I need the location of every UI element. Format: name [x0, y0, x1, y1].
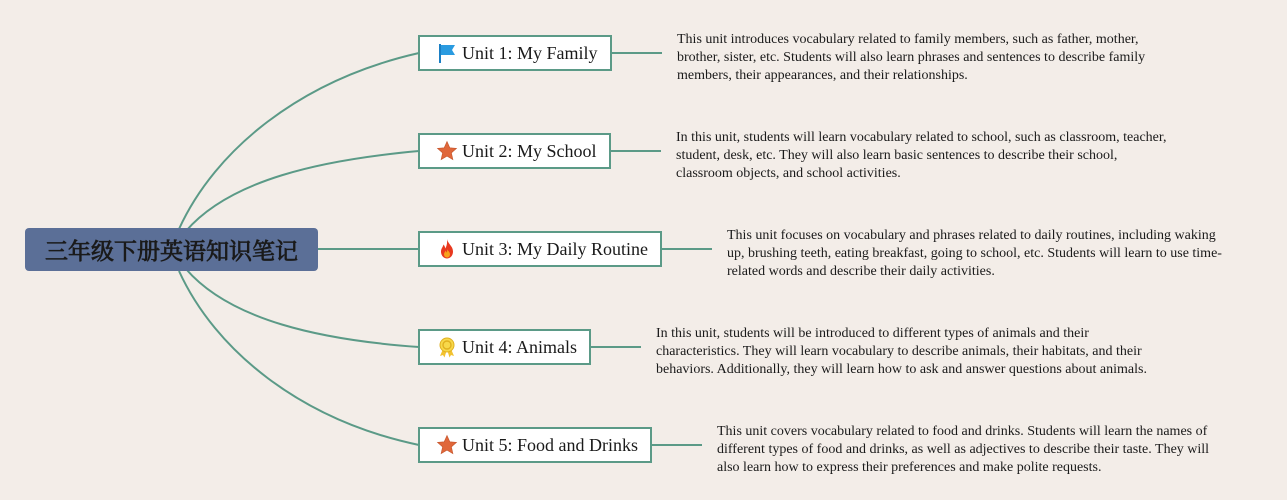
unit-5-description: This unit covers vocabulary related to food and drinks. Students will learn the names of different types of food and drinks, as well as adjectives to describe their taste. They will also learn how to express their preferences and make polite requests. [717, 424, 1210, 475]
unit-1-description: This unit introduces vocabulary related to family members, such as father, mother, brother, sister, etc. Students will also learn phrases and sentences to describe family members, their appearances, and their relationships. [677, 32, 1146, 83]
unit-2-label: Unit 2: My School [462, 140, 597, 161]
star-icon [436, 434, 458, 456]
root-topic[interactable] [25, 228, 318, 271]
unit-4-label: Unit 4: Animals [462, 336, 578, 357]
root-title: 三年级下册英语知识笔记 [45, 239, 298, 265]
connector-unit-5 [179, 271, 419, 445]
unit-1-node[interactable] [418, 35, 612, 71]
unit-2-description: In this unit, students will learn vocabulary related to school, such as classroom, teacher, student, desk, etc. They will also learn basic sentences to describe their school, classroom objects, and school activities. [676, 130, 1167, 181]
connector-unit-2 [186, 151, 419, 231]
flag-icon [436, 42, 458, 64]
unit-1-label: Unit 1: My Family [462, 42, 598, 63]
unit-2-node[interactable] [418, 133, 611, 169]
connector-unit-1 [179, 53, 419, 229]
unit-3-node[interactable] [418, 231, 662, 267]
unit-3-description: This unit focuses on vocabulary and phrases related to daily routines, including waking up, brushing teeth, eating breakfast, going to school, etc. Students will learn to use time-related words and describe their daily activities. [727, 228, 1222, 279]
fire-icon [436, 238, 458, 260]
unit-3-label: Unit 3: My Daily Routine [462, 238, 648, 259]
unit-5-label: Unit 5: Food and Drinks [462, 434, 639, 455]
unit-5-node[interactable] [418, 427, 652, 463]
star-icon [436, 140, 458, 162]
award-ribbon-icon [436, 336, 458, 358]
unit-4-description: In this unit, students will be introduced to different types of animals and their characteristics. They will learn vocabulary to describe animals, their habitats, and their behaviors. Additionally, they will learn how to ask and answer questions about animals. [656, 326, 1147, 377]
unit-4-node[interactable] [418, 329, 591, 365]
